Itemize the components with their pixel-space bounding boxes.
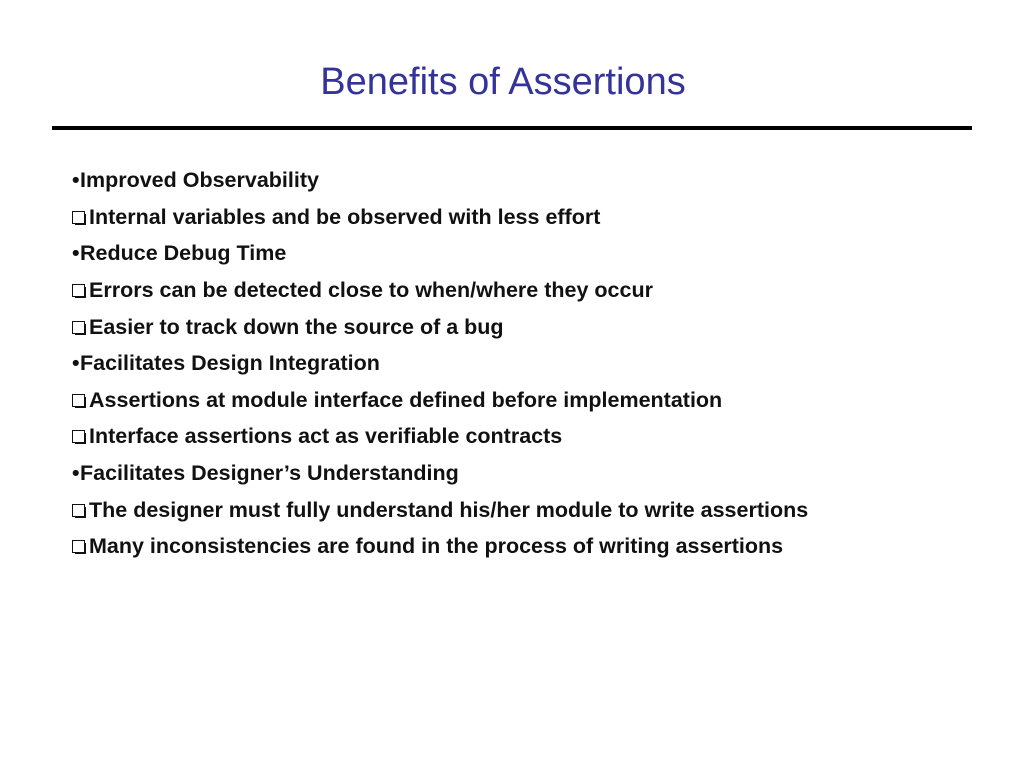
- list-item: [72, 491, 1012, 528]
- checkbox-bullet-icon: [72, 504, 85, 517]
- list-item-text: Assertions at module interface defined before implementation: [89, 387, 723, 412]
- checkbox-bullet-icon: [72, 394, 85, 407]
- checkbox-bullet-icon: [72, 211, 85, 224]
- bullet-dot-icon: •: [72, 168, 80, 193]
- list-item-text: Easier to track down the source of a bug: [89, 314, 504, 339]
- list-item: [72, 455, 1012, 492]
- list-item: [72, 235, 1012, 272]
- list-item: [72, 272, 1012, 309]
- checkbox-bullet-icon: [72, 540, 85, 553]
- bullet-dot-icon: •: [72, 241, 80, 266]
- list-item: [72, 418, 1012, 455]
- list-item-text: Facilitates Designer’s Understanding: [80, 461, 459, 486]
- list-item-text: Many inconsistencies are found in the process of writing assertions: [89, 534, 784, 559]
- list-item-text: Interface assertions act as verifiable contracts: [89, 424, 563, 449]
- list-item: [72, 308, 1012, 345]
- checkbox-bullet-icon: [72, 321, 85, 334]
- list-item: [72, 382, 1012, 419]
- list-item: [72, 162, 1012, 199]
- checkbox-bullet-icon: [72, 430, 85, 443]
- list-item: [72, 528, 1012, 565]
- bullet-dot-icon: •: [72, 351, 80, 376]
- bullet-dot-icon: •: [72, 461, 80, 486]
- slide-title: Benefits of Assertions: [320, 61, 686, 103]
- checkbox-bullet-icon: [72, 284, 85, 297]
- list-item-text: Internal variables and be observed with less effort: [89, 204, 601, 229]
- list-item-text: Improved Observability: [80, 168, 319, 193]
- bullet-list: [72, 162, 1012, 565]
- list-item-text: Facilitates Design Integration: [80, 351, 380, 376]
- list-item-text: Errors can be detected close to when/where they occur: [89, 278, 653, 303]
- title-divider: [52, 126, 972, 130]
- list-item: [72, 345, 1012, 382]
- list-item-text: Reduce Debug Time: [80, 241, 287, 266]
- list-item: [72, 199, 1012, 236]
- list-item-text: The designer must fully understand his/her module to write assertions: [89, 497, 809, 522]
